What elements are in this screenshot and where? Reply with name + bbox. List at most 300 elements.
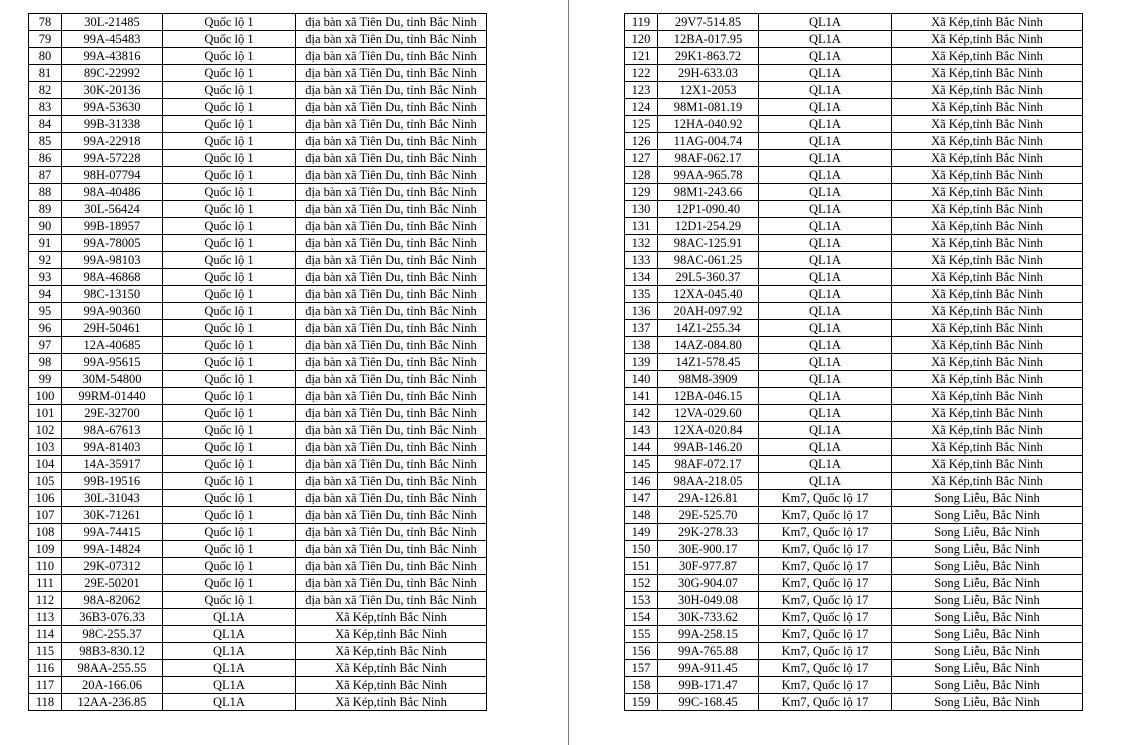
table-row <box>625 405 1083 422</box>
license-plate-cell: 29K-07312 <box>62 558 163 575</box>
table-row <box>625 439 1083 456</box>
location-cell: Xã Kép,tỉnh Bắc Ninh <box>892 388 1083 405</box>
road-cell: QL1A <box>759 184 892 201</box>
row-number-cell: 130 <box>625 201 658 218</box>
location-cell: địa bàn xã Tiên Du, tỉnh Bắc Ninh <box>296 218 487 235</box>
table-row <box>625 456 1083 473</box>
license-plate-cell: 30E-900.17 <box>658 541 759 558</box>
license-plate-cell: 14A-35917 <box>62 456 163 473</box>
row-number-cell: 149 <box>625 524 658 541</box>
location-cell: địa bàn xã Tiên Du, tỉnh Bắc Ninh <box>296 14 487 31</box>
location-cell: Xã Kép,tỉnh Bắc Ninh <box>892 320 1083 337</box>
license-plate-cell: 12VA-029.60 <box>658 405 759 422</box>
license-plate-cell: 12A-40685 <box>62 337 163 354</box>
road-cell: QL1A <box>759 65 892 82</box>
row-number-cell: 154 <box>625 609 658 626</box>
table-row <box>625 643 1083 660</box>
table-row <box>29 99 487 116</box>
row-number-cell: 118 <box>29 694 62 711</box>
license-plate-cell: 12AA-236.85 <box>62 694 163 711</box>
road-cell: Quốc lộ 1 <box>163 371 296 388</box>
license-plate-cell: 29L5-360.37 <box>658 269 759 286</box>
road-cell: Quốc lộ 1 <box>163 354 296 371</box>
table-row <box>29 337 487 354</box>
location-cell: Xã Kép,tỉnh Bắc Ninh <box>892 116 1083 133</box>
license-plate-cell: 99A-911.45 <box>658 660 759 677</box>
license-plate-cell: 99A-78005 <box>62 235 163 252</box>
location-cell: Song Liễu, Bắc Ninh <box>892 541 1083 558</box>
road-cell: Quốc lộ 1 <box>163 31 296 48</box>
table-row <box>29 541 487 558</box>
location-cell: Xã Kép,tỉnh Bắc Ninh <box>892 439 1083 456</box>
location-cell: địa bàn xã Tiên Du, tỉnh Bắc Ninh <box>296 201 487 218</box>
location-cell: Xã Kép,tỉnh Bắc Ninh <box>892 167 1083 184</box>
table-row <box>625 388 1083 405</box>
license-plate-cell: 98M1-243.66 <box>658 184 759 201</box>
license-plate-cell: 12BA-046.15 <box>658 388 759 405</box>
road-cell: Km7, Quốc lộ 17 <box>759 541 892 558</box>
location-cell: Xã Kép,tỉnh Bắc Ninh <box>892 337 1083 354</box>
location-cell: địa bàn xã Tiên Du, tỉnh Bắc Ninh <box>296 303 487 320</box>
location-cell: Song Liễu, Bắc Ninh <box>892 507 1083 524</box>
road-cell: QL1A <box>759 48 892 65</box>
road-cell: QL1A <box>759 31 892 48</box>
row-number-cell: 95 <box>29 303 62 320</box>
road-cell: Km7, Quốc lộ 17 <box>759 626 892 643</box>
location-cell: Xã Kép,tỉnh Bắc Ninh <box>892 133 1083 150</box>
location-cell: Xã Kép,tỉnh Bắc Ninh <box>892 405 1083 422</box>
road-cell: QL1A <box>759 235 892 252</box>
location-cell: Xã Kép,tỉnh Bắc Ninh <box>892 31 1083 48</box>
row-number-cell: 142 <box>625 405 658 422</box>
row-number-cell: 140 <box>625 371 658 388</box>
license-plate-cell: 29E-50201 <box>62 575 163 592</box>
row-number-cell: 94 <box>29 286 62 303</box>
location-cell: Song Liễu, Bắc Ninh <box>892 592 1083 609</box>
table-row <box>625 167 1083 184</box>
license-plate-cell: 98AC-061.25 <box>658 252 759 269</box>
row-number-cell: 135 <box>625 286 658 303</box>
license-plate-cell: 99AB-146.20 <box>658 439 759 456</box>
location-cell: địa bàn xã Tiên Du, tỉnh Bắc Ninh <box>296 116 487 133</box>
table-row <box>29 371 487 388</box>
road-cell: QL1A <box>163 660 296 677</box>
location-cell: địa bàn xã Tiên Du, tỉnh Bắc Ninh <box>296 405 487 422</box>
row-number-cell: 143 <box>625 422 658 439</box>
road-cell: Km7, Quốc lộ 17 <box>759 524 892 541</box>
row-number-cell: 132 <box>625 235 658 252</box>
location-cell: địa bàn xã Tiên Du, tỉnh Bắc Ninh <box>296 320 487 337</box>
row-number-cell: 139 <box>625 354 658 371</box>
location-cell: Xã Kép,tỉnh Bắc Ninh <box>296 694 487 711</box>
table-row <box>29 150 487 167</box>
row-number-cell: 153 <box>625 592 658 609</box>
road-cell: Km7, Quốc lộ 17 <box>759 507 892 524</box>
table-row <box>29 660 487 677</box>
license-plate-cell: 29A-126.81 <box>658 490 759 507</box>
row-number-cell: 89 <box>29 201 62 218</box>
row-number-cell: 117 <box>29 677 62 694</box>
road-cell: Km7, Quốc lộ 17 <box>759 575 892 592</box>
location-cell: Xã Kép,tỉnh Bắc Ninh <box>296 609 487 626</box>
road-cell: QL1A <box>759 354 892 371</box>
location-cell: Xã Kép,tỉnh Bắc Ninh <box>892 48 1083 65</box>
row-number-cell: 159 <box>625 694 658 711</box>
location-cell: địa bàn xã Tiên Du, tỉnh Bắc Ninh <box>296 422 487 439</box>
row-number-cell: 133 <box>625 252 658 269</box>
row-number-cell: 85 <box>29 133 62 150</box>
road-cell: Quốc lộ 1 <box>163 541 296 558</box>
location-cell: Xã Kép,tỉnh Bắc Ninh <box>892 456 1083 473</box>
road-cell: QL1A <box>759 337 892 354</box>
location-cell: Song Liễu, Bắc Ninh <box>892 643 1083 660</box>
location-cell: địa bàn xã Tiên Du, tỉnh Bắc Ninh <box>296 371 487 388</box>
table-row <box>29 167 487 184</box>
license-plate-cell: 30G-904.07 <box>658 575 759 592</box>
table-row <box>29 286 487 303</box>
table-row <box>625 354 1083 371</box>
table-row <box>29 320 487 337</box>
location-cell: địa bàn xã Tiên Du, tỉnh Bắc Ninh <box>296 252 487 269</box>
location-cell: Xã Kép,tỉnh Bắc Ninh <box>892 269 1083 286</box>
table-row <box>29 575 487 592</box>
table-row <box>625 14 1083 31</box>
table-row <box>29 235 487 252</box>
location-cell: địa bàn xã Tiên Du, tỉnh Bắc Ninh <box>296 541 487 558</box>
road-cell: QL1A <box>759 14 892 31</box>
table-row <box>625 65 1083 82</box>
road-cell: Quốc lộ 1 <box>163 507 296 524</box>
table-row <box>625 677 1083 694</box>
road-cell: Km7, Quốc lộ 17 <box>759 609 892 626</box>
table-row <box>625 184 1083 201</box>
license-plate-cell: 98C-13150 <box>62 286 163 303</box>
right-plate-table <box>624 13 1083 711</box>
row-number-cell: 92 <box>29 252 62 269</box>
road-cell: Quốc lộ 1 <box>163 558 296 575</box>
row-number-cell: 128 <box>625 167 658 184</box>
table-row <box>29 388 487 405</box>
table-row <box>29 490 487 507</box>
road-cell: QL1A <box>759 439 892 456</box>
row-number-cell: 137 <box>625 320 658 337</box>
road-cell: QL1A <box>759 456 892 473</box>
license-plate-cell: 99A-95615 <box>62 354 163 371</box>
row-number-cell: 84 <box>29 116 62 133</box>
license-plate-cell: 99A-74415 <box>62 524 163 541</box>
location-cell: địa bàn xã Tiên Du, tỉnh Bắc Ninh <box>296 337 487 354</box>
license-plate-cell: 99B-171.47 <box>658 677 759 694</box>
row-number-cell: 91 <box>29 235 62 252</box>
row-number-cell: 122 <box>625 65 658 82</box>
road-cell: Quốc lộ 1 <box>163 218 296 235</box>
location-cell: Xã Kép,tỉnh Bắc Ninh <box>892 422 1083 439</box>
road-cell: Km7, Quốc lộ 17 <box>759 694 892 711</box>
table-row <box>625 660 1083 677</box>
location-cell: Xã Kép,tỉnh Bắc Ninh <box>892 82 1083 99</box>
table-row <box>29 14 487 31</box>
table-row <box>29 82 487 99</box>
license-plate-cell: 29H-50461 <box>62 320 163 337</box>
table-row <box>625 286 1083 303</box>
row-number-cell: 121 <box>625 48 658 65</box>
road-cell: Quốc lộ 1 <box>163 473 296 490</box>
location-cell: địa bàn xã Tiên Du, tỉnh Bắc Ninh <box>296 473 487 490</box>
table-row <box>625 575 1083 592</box>
road-cell: QL1A <box>759 252 892 269</box>
road-cell: Quốc lộ 1 <box>163 116 296 133</box>
table-row <box>29 558 487 575</box>
license-plate-cell: 99B-19516 <box>62 473 163 490</box>
location-cell: Song Liễu, Bắc Ninh <box>892 524 1083 541</box>
location-cell: Song Liễu, Bắc Ninh <box>892 677 1083 694</box>
location-cell: Xã Kép,tỉnh Bắc Ninh <box>296 677 487 694</box>
location-cell: địa bàn xã Tiên Du, tỉnh Bắc Ninh <box>296 354 487 371</box>
location-cell: địa bàn xã Tiên Du, tỉnh Bắc Ninh <box>296 31 487 48</box>
row-number-cell: 127 <box>625 150 658 167</box>
row-number-cell: 151 <box>625 558 658 575</box>
location-cell: Song Liễu, Bắc Ninh <box>892 575 1083 592</box>
table-row <box>29 677 487 694</box>
location-cell: Xã Kép,tỉnh Bắc Ninh <box>892 65 1083 82</box>
table-row <box>29 456 487 473</box>
license-plate-cell: 99A-81403 <box>62 439 163 456</box>
row-number-cell: 141 <box>625 388 658 405</box>
row-number-cell: 155 <box>625 626 658 643</box>
road-cell: QL1A <box>759 99 892 116</box>
license-plate-cell: 12BA-017.95 <box>658 31 759 48</box>
table-row <box>625 490 1083 507</box>
table-row <box>625 201 1083 218</box>
row-number-cell: 111 <box>29 575 62 592</box>
row-number-cell: 126 <box>625 133 658 150</box>
table-row <box>29 354 487 371</box>
row-number-cell: 83 <box>29 99 62 116</box>
row-number-cell: 112 <box>29 592 62 609</box>
location-cell: địa bàn xã Tiên Du, tỉnh Bắc Ninh <box>296 269 487 286</box>
location-cell: địa bàn xã Tiên Du, tỉnh Bắc Ninh <box>296 456 487 473</box>
road-cell: Quốc lộ 1 <box>163 575 296 592</box>
road-cell: Quốc lộ 1 <box>163 184 296 201</box>
road-cell: QL1A <box>759 82 892 99</box>
location-cell: địa bàn xã Tiên Du, tỉnh Bắc Ninh <box>296 99 487 116</box>
location-cell: Xã Kép,tỉnh Bắc Ninh <box>892 286 1083 303</box>
row-number-cell: 138 <box>625 337 658 354</box>
row-number-cell: 116 <box>29 660 62 677</box>
license-plate-cell: 98AF-072.17 <box>658 456 759 473</box>
license-plate-cell: 14AZ-084.80 <box>658 337 759 354</box>
location-cell: Xã Kép,tỉnh Bắc Ninh <box>892 252 1083 269</box>
row-number-cell: 86 <box>29 150 62 167</box>
table-row <box>625 422 1083 439</box>
row-number-cell: 156 <box>625 643 658 660</box>
license-plate-cell: 99AA-965.78 <box>658 167 759 184</box>
row-number-cell: 125 <box>625 116 658 133</box>
row-number-cell: 114 <box>29 626 62 643</box>
table-row <box>29 133 487 150</box>
road-cell: QL1A <box>759 218 892 235</box>
license-plate-cell: 12P1-090.40 <box>658 201 759 218</box>
row-number-cell: 106 <box>29 490 62 507</box>
table-row <box>29 405 487 422</box>
license-plate-cell: 99A-258.15 <box>658 626 759 643</box>
table-row <box>625 82 1083 99</box>
row-number-cell: 79 <box>29 31 62 48</box>
location-cell: địa bàn xã Tiên Du, tỉnh Bắc Ninh <box>296 439 487 456</box>
location-cell: địa bàn xã Tiên Du, tỉnh Bắc Ninh <box>296 507 487 524</box>
location-cell: địa bàn xã Tiên Du, tỉnh Bắc Ninh <box>296 150 487 167</box>
road-cell: Quốc lộ 1 <box>163 65 296 82</box>
location-cell: Xã Kép,tỉnh Bắc Ninh <box>892 371 1083 388</box>
table-row <box>625 558 1083 575</box>
road-cell: QL1A <box>163 677 296 694</box>
license-plate-cell: 99A-90360 <box>62 303 163 320</box>
table-row <box>625 48 1083 65</box>
row-number-cell: 100 <box>29 388 62 405</box>
road-cell: Quốc lộ 1 <box>163 337 296 354</box>
table-row <box>625 541 1083 558</box>
license-plate-cell: 12XA-045.40 <box>658 286 759 303</box>
license-plate-cell: 29K1-863.72 <box>658 48 759 65</box>
location-cell: địa bàn xã Tiên Du, tỉnh Bắc Ninh <box>296 167 487 184</box>
license-plate-cell: 99A-57228 <box>62 150 163 167</box>
row-number-cell: 120 <box>625 31 658 48</box>
location-cell: Xã Kép,tỉnh Bắc Ninh <box>892 473 1083 490</box>
license-plate-cell: 30L-56424 <box>62 201 163 218</box>
license-plate-cell: 30L-21485 <box>62 14 163 31</box>
location-cell: Xã Kép,tỉnh Bắc Ninh <box>892 218 1083 235</box>
road-cell: Quốc lộ 1 <box>163 133 296 150</box>
row-number-cell: 80 <box>29 48 62 65</box>
table-row <box>29 524 487 541</box>
location-cell: Xã Kép,tỉnh Bắc Ninh <box>892 184 1083 201</box>
location-cell: Song Liễu, Bắc Ninh <box>892 694 1083 711</box>
license-plate-cell: 29V7-514.85 <box>658 14 759 31</box>
location-cell: Song Liễu, Bắc Ninh <box>892 490 1083 507</box>
location-cell: Song Liễu, Bắc Ninh <box>892 660 1083 677</box>
location-cell: địa bàn xã Tiên Du, tỉnh Bắc Ninh <box>296 490 487 507</box>
license-plate-cell: 29E-32700 <box>62 405 163 422</box>
license-plate-cell: 98C-255.37 <box>62 626 163 643</box>
row-number-cell: 90 <box>29 218 62 235</box>
left-plate-table <box>28 13 487 711</box>
license-plate-cell: 20A-166.06 <box>62 677 163 694</box>
license-plate-cell: 98M1-081.19 <box>658 99 759 116</box>
road-cell: QL1A <box>759 269 892 286</box>
location-cell: địa bàn xã Tiên Du, tỉnh Bắc Ninh <box>296 235 487 252</box>
road-cell: QL1A <box>759 422 892 439</box>
row-number-cell: 102 <box>29 422 62 439</box>
table-row <box>29 473 487 490</box>
road-cell: Quốc lộ 1 <box>163 235 296 252</box>
license-plate-cell: 12D1-254.29 <box>658 218 759 235</box>
location-cell: Xã Kép,tỉnh Bắc Ninh <box>892 99 1083 116</box>
table-row <box>29 592 487 609</box>
row-number-cell: 103 <box>29 439 62 456</box>
page-divider <box>568 0 569 745</box>
license-plate-cell: 98AF-062.17 <box>658 150 759 167</box>
row-number-cell: 115 <box>29 643 62 660</box>
row-number-cell: 157 <box>625 660 658 677</box>
row-number-cell: 97 <box>29 337 62 354</box>
row-number-cell: 87 <box>29 167 62 184</box>
road-cell: Quốc lộ 1 <box>163 490 296 507</box>
row-number-cell: 131 <box>625 218 658 235</box>
table-row <box>625 524 1083 541</box>
row-number-cell: 110 <box>29 558 62 575</box>
location-cell: địa bàn xã Tiên Du, tỉnh Bắc Ninh <box>296 184 487 201</box>
row-number-cell: 136 <box>625 303 658 320</box>
road-cell: Km7, Quốc lộ 17 <box>759 677 892 694</box>
row-number-cell: 129 <box>625 184 658 201</box>
license-plate-cell: 99B-31338 <box>62 116 163 133</box>
table-row <box>29 694 487 711</box>
location-cell: Song Liễu, Bắc Ninh <box>892 558 1083 575</box>
location-cell: địa bàn xã Tiên Du, tỉnh Bắc Ninh <box>296 65 487 82</box>
road-cell: QL1A <box>759 320 892 337</box>
table-row <box>625 252 1083 269</box>
road-cell: Quốc lộ 1 <box>163 320 296 337</box>
row-number-cell: 150 <box>625 541 658 558</box>
license-plate-cell: 99A-53630 <box>62 99 163 116</box>
road-cell: Quốc lộ 1 <box>163 524 296 541</box>
license-plate-cell: 30K-71261 <box>62 507 163 524</box>
location-cell: địa bàn xã Tiên Du, tỉnh Bắc Ninh <box>296 592 487 609</box>
location-cell: Xã Kép,tỉnh Bắc Ninh <box>892 235 1083 252</box>
row-number-cell: 82 <box>29 82 62 99</box>
table-row <box>625 133 1083 150</box>
road-cell: QL1A <box>759 388 892 405</box>
table-row <box>625 303 1083 320</box>
road-cell: Km7, Quốc lộ 17 <box>759 490 892 507</box>
road-cell: QL1A <box>163 643 296 660</box>
road-cell: QL1A <box>759 116 892 133</box>
table-row <box>29 626 487 643</box>
row-number-cell: 144 <box>625 439 658 456</box>
road-cell: QL1A <box>163 626 296 643</box>
row-number-cell: 99 <box>29 371 62 388</box>
location-cell: Xã Kép,tỉnh Bắc Ninh <box>892 14 1083 31</box>
row-number-cell: 88 <box>29 184 62 201</box>
license-plate-cell: 99A-45483 <box>62 31 163 48</box>
license-plate-cell: 14Z1-255.34 <box>658 320 759 337</box>
table-row <box>625 116 1083 133</box>
table-row <box>625 694 1083 711</box>
location-cell: Song Liễu, Bắc Ninh <box>892 626 1083 643</box>
license-plate-cell: 98A-46868 <box>62 269 163 286</box>
license-plate-cell: 98AC-125.91 <box>658 235 759 252</box>
license-plate-cell: 29H-633.03 <box>658 65 759 82</box>
road-cell: QL1A <box>759 133 892 150</box>
license-plate-cell: 99A-14824 <box>62 541 163 558</box>
table-row <box>29 422 487 439</box>
row-number-cell: 93 <box>29 269 62 286</box>
license-plate-cell: 30K-20136 <box>62 82 163 99</box>
road-cell: Quốc lộ 1 <box>163 48 296 65</box>
row-number-cell: 96 <box>29 320 62 337</box>
location-cell: địa bàn xã Tiên Du, tỉnh Bắc Ninh <box>296 82 487 99</box>
license-plate-cell: 29K-278.33 <box>658 524 759 541</box>
license-plate-cell: 30F-977.87 <box>658 558 759 575</box>
road-cell: Quốc lộ 1 <box>163 167 296 184</box>
road-cell: Quốc lộ 1 <box>163 592 296 609</box>
row-number-cell: 113 <box>29 609 62 626</box>
license-plate-cell: 98B3-830.12 <box>62 643 163 660</box>
table-row <box>29 65 487 82</box>
row-number-cell: 124 <box>625 99 658 116</box>
table-row <box>29 507 487 524</box>
location-cell: địa bàn xã Tiên Du, tỉnh Bắc Ninh <box>296 558 487 575</box>
